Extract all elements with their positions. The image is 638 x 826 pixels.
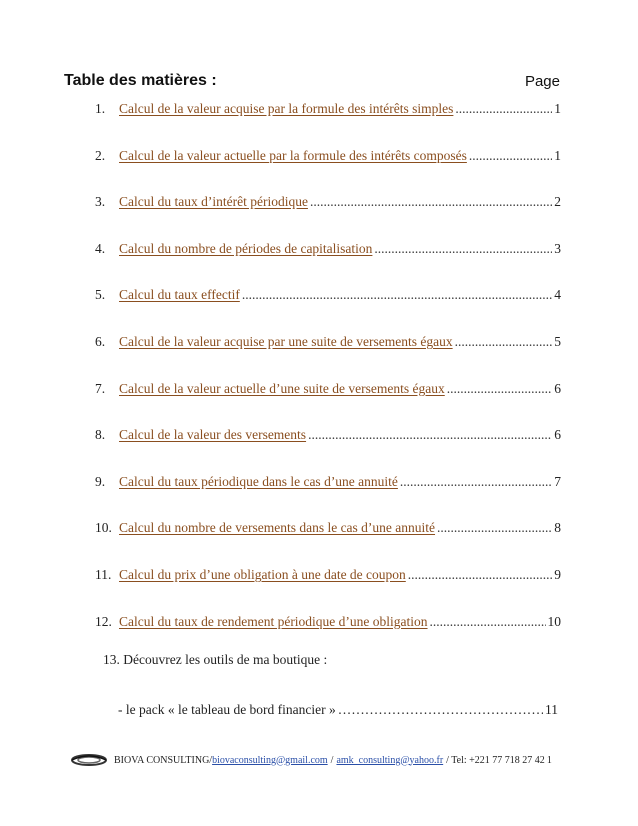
toc-entry-link[interactable]: Calcul de la valeur actuelle par la formule des intérêts composés bbox=[119, 147, 467, 163]
toc-entry[interactable] bbox=[95, 194, 561, 214]
toc-dot-leader bbox=[469, 148, 552, 164]
toc-entry[interactable] bbox=[95, 101, 561, 121]
toc-entry-page: 6 bbox=[554, 427, 561, 443]
pack-entry-page: 11 bbox=[545, 702, 558, 717]
toc-entry-number: 12. bbox=[95, 613, 112, 629]
toc-entry-number: 7. bbox=[95, 380, 106, 396]
toc-dot-leader bbox=[455, 101, 552, 117]
toc-dot-leader bbox=[437, 520, 552, 536]
toc-entry-number: 11. bbox=[95, 567, 112, 582]
toc-entry-number: 1. bbox=[95, 101, 106, 116]
pack-dot-leader bbox=[338, 702, 543, 718]
footer-telephone: / Tel: +221 77 718 27 42 bbox=[446, 754, 545, 766]
toc-entry[interactable] bbox=[95, 381, 561, 401]
footer bbox=[70, 752, 564, 768]
footer-separator: / bbox=[330, 754, 334, 766]
toc-entry-number: 5. bbox=[95, 287, 106, 303]
toc-entry-link[interactable]: Calcul du taux de rendement périodique d’une obligation bbox=[119, 613, 428, 629]
toc-dot-leader bbox=[408, 567, 552, 583]
toc-entry-link[interactable]: Calcul du prix d’une obligation à une date de coupon bbox=[119, 567, 406, 582]
toc-dot-leader bbox=[374, 241, 552, 257]
toc-entry[interactable] bbox=[95, 334, 561, 354]
pack-entry-text: - le pack « le tableau de bord financier » bbox=[118, 702, 336, 717]
toc-entry-page: 9 bbox=[554, 567, 561, 582]
toc-entry[interactable] bbox=[95, 427, 561, 447]
toc-entry-link[interactable]: Calcul du taux périodique dans le cas d’une annuité bbox=[119, 473, 398, 489]
toc-entry[interactable] bbox=[95, 287, 561, 307]
toc-entry-link[interactable]: Calcul du taux effectif bbox=[119, 287, 240, 303]
toc-entry-page: 1 bbox=[554, 147, 561, 163]
toc-dot-leader bbox=[400, 474, 552, 490]
toc-entry-number: 8. bbox=[95, 427, 106, 443]
boutique-heading: 13. Découvrez les outils de ma boutique : bbox=[103, 652, 328, 667]
toc-entry[interactable] bbox=[95, 241, 561, 261]
toc-entry-number: 9. bbox=[95, 473, 106, 489]
toc-dot-leader bbox=[310, 194, 552, 210]
footer-page-number: 1 bbox=[546, 754, 552, 766]
toc-entry-page: 4 bbox=[554, 287, 561, 303]
toc-entry-link[interactable]: Calcul du nombre de périodes de capitalisation bbox=[119, 240, 373, 256]
toc-entry-page: 5 bbox=[554, 334, 561, 349]
toc-dot-leader bbox=[308, 427, 552, 443]
footer-email-amk[interactable]: amk_consulting@yahoo.fr bbox=[336, 754, 444, 766]
toc-entry[interactable] bbox=[95, 148, 561, 168]
toc-entry-page: 7 bbox=[554, 473, 561, 489]
toc-entry-page: 1 bbox=[554, 101, 561, 116]
toc-entry-page: 10 bbox=[547, 613, 561, 629]
footer-email-biova[interactable]: biovaconsulting@gmail.com bbox=[212, 754, 328, 766]
toc-entry[interactable] bbox=[95, 474, 561, 494]
toc-entry-link[interactable]: Calcul de la valeur actuelle d’une suite de versements égaux bbox=[119, 380, 445, 396]
toc-entry[interactable] bbox=[95, 567, 561, 587]
toc-entry-number: 10. bbox=[95, 520, 112, 536]
toc-dot-leader bbox=[430, 614, 546, 630]
toc-entry-link[interactable]: Calcul du taux d’intérêt périodique bbox=[119, 194, 308, 210]
toc-entry-link[interactable]: Calcul du nombre de versements dans le cas d’une annuité bbox=[119, 520, 436, 536]
biova-logo-icon bbox=[70, 753, 108, 767]
toc-entry-page: 3 bbox=[554, 240, 561, 256]
toc-entry[interactable] bbox=[95, 614, 561, 634]
toc-title: Table des matières : bbox=[64, 72, 217, 89]
toc-dot-leader bbox=[447, 381, 553, 397]
page-column-label: Page bbox=[524, 73, 560, 90]
toc-dot-leader bbox=[242, 287, 552, 303]
pack-entry bbox=[118, 702, 558, 722]
toc-entry-page: 2 bbox=[554, 194, 561, 210]
toc-entry-number: 3. bbox=[95, 194, 106, 210]
toc-entry-number: 4. bbox=[95, 240, 106, 256]
toc-entry[interactable] bbox=[95, 520, 561, 540]
toc-entry-page: 6 bbox=[554, 380, 561, 396]
toc-dot-leader bbox=[455, 334, 553, 350]
toc-entry-link[interactable]: Calcul de la valeur acquise par la formule des intérêts simples bbox=[119, 101, 454, 116]
toc-entry-link[interactable]: Calcul de la valeur des versements bbox=[119, 427, 307, 443]
footer-company: BIOVA CONSULTING/ bbox=[114, 754, 213, 766]
toc-entry-link[interactable]: Calcul de la valeur acquise par une suite de versements égaux bbox=[119, 334, 453, 349]
toc-entry-number: 2. bbox=[95, 147, 106, 163]
toc-entry-page: 8 bbox=[554, 520, 561, 536]
toc-entry-number: 6. bbox=[95, 334, 106, 349]
